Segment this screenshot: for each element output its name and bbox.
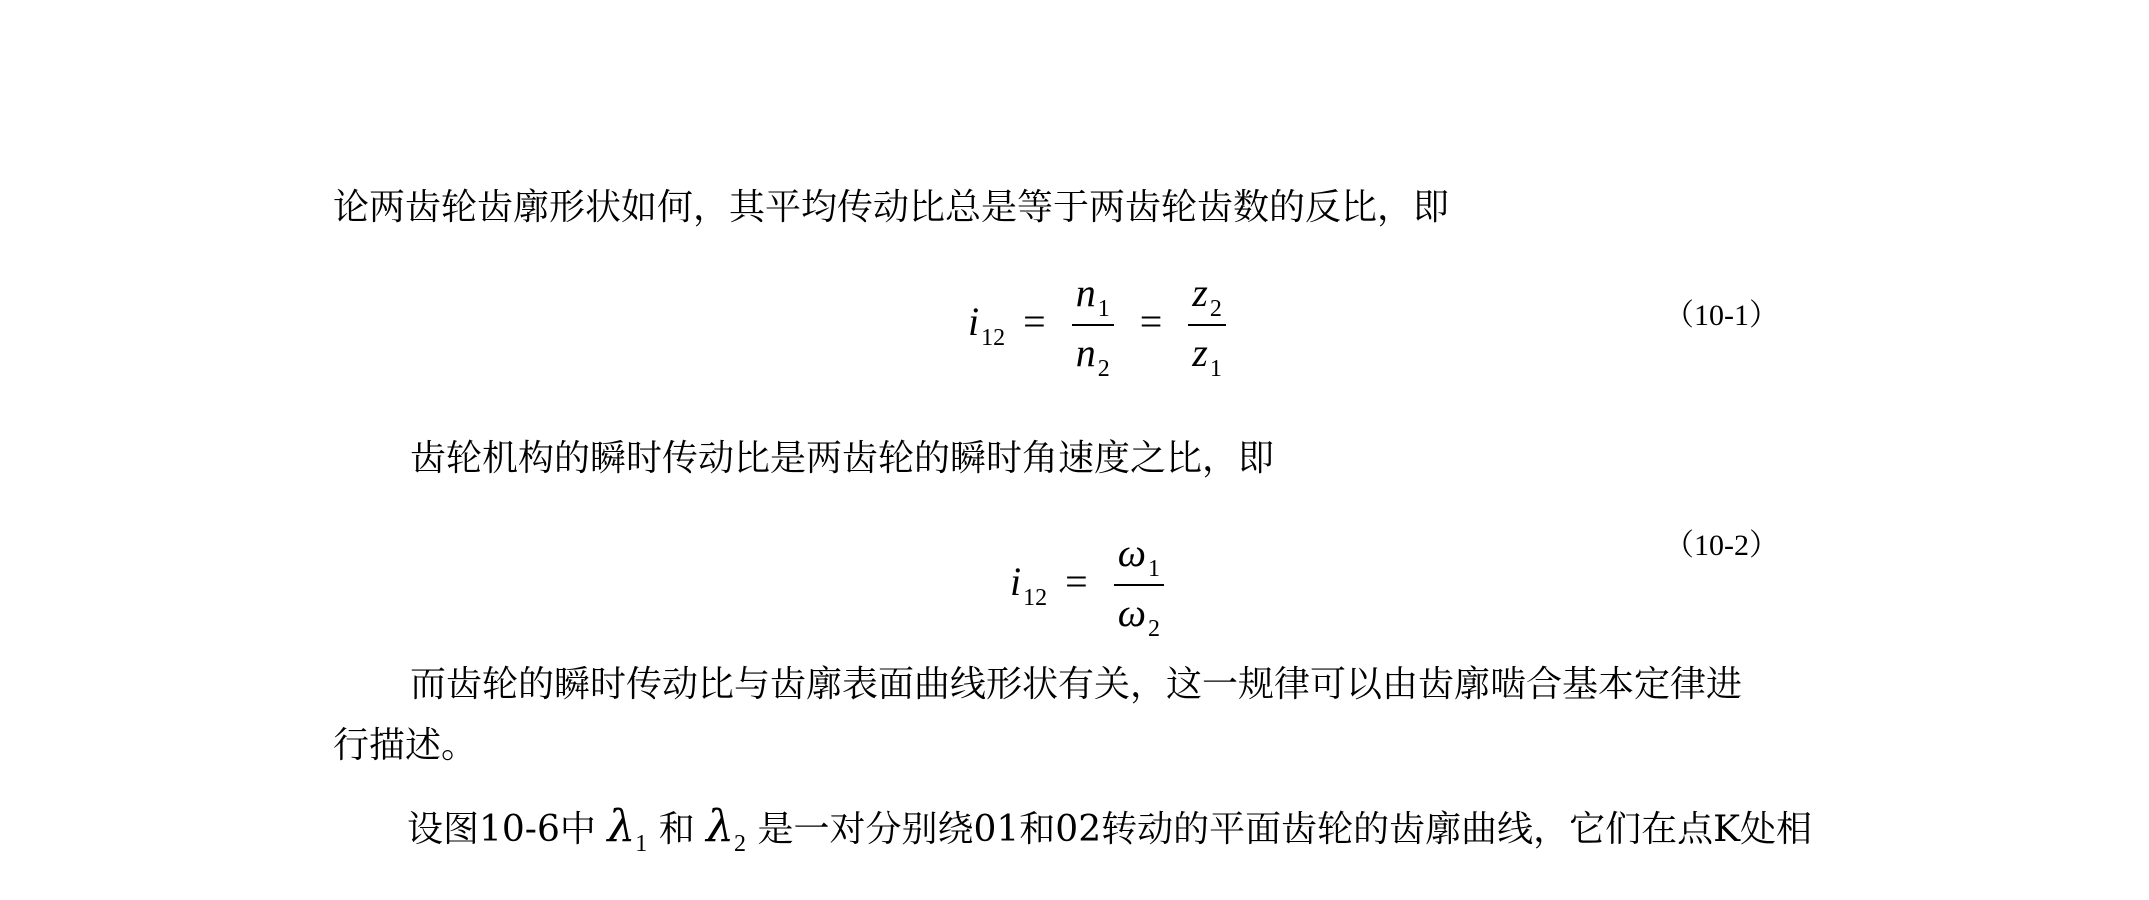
eq1-frac2-num: z <box>1192 270 1208 315</box>
eq1-lhs: i <box>968 299 980 345</box>
lambda-1-sub: 1 <box>635 831 648 857</box>
eq1-equals-1: = <box>1023 299 1046 345</box>
eq1-frac2-den-sub: 1 <box>1209 356 1222 382</box>
eq2-lhs-sub: 12 <box>1023 585 1048 612</box>
paragraph-3-line-1: 而齿轮的瞬时传动比与齿廓表面曲线形状有关，这一规律可以由齿廓啮合基本定律进 <box>410 664 1743 705</box>
eq1-frac2-den: z <box>1192 330 1208 375</box>
eq1-frac1-den-sub: 2 <box>1097 356 1110 382</box>
equation-10-2 <box>1010 530 1172 642</box>
eq2-lhs: i <box>1010 559 1022 605</box>
eq1-frac1-num-sub: 1 <box>1097 296 1110 322</box>
lambda-2-sub: 2 <box>734 831 747 857</box>
eq1-lhs-sub: 12 <box>981 325 1006 352</box>
eq1-equals-2: = <box>1139 299 1163 345</box>
equation-number-10-2: （10-2） <box>1664 529 1779 562</box>
paragraph-1: 论两齿轮齿廓形状如何，其平均传动比总是等于两齿轮齿数的反比，即 <box>333 187 1450 228</box>
lambda-2-symbol: λ <box>706 801 735 852</box>
lambda-1-symbol: λ <box>607 801 636 852</box>
eq1-fraction-z <box>1188 270 1226 382</box>
p4-suffix: 是一对分别绕01和02转动的平面齿轮的齿廓曲线，它们在点K处相 <box>757 809 1813 850</box>
eq2-num-sub: 1 <box>1147 556 1160 582</box>
eq1-frac2-num-sub: 2 <box>1209 296 1222 322</box>
eq2-den: ω <box>1117 590 1146 635</box>
equation-10-1 <box>968 270 1234 382</box>
eq1-frac1-den: n <box>1075 330 1096 375</box>
eq2-num: ω <box>1117 530 1146 575</box>
p4-prefix: 设图10-6中 <box>407 809 596 850</box>
paragraph-3-line-2: 行描述。 <box>333 725 478 766</box>
eq2-fraction-omega <box>1114 530 1164 642</box>
eq1-frac1-num: n <box>1075 270 1096 315</box>
eq1-fraction-n <box>1072 270 1114 382</box>
eq2-den-sub: 2 <box>1147 616 1160 642</box>
equation-number-10-1: （10-1） <box>1664 299 1779 332</box>
eq2-equals: = <box>1065 559 1088 605</box>
p4-and: 和 <box>658 809 695 850</box>
paragraph-4 <box>407 801 1813 857</box>
paragraph-2: 齿轮机构的瞬时传动比是两齿轮的瞬时角速度之比，即 <box>410 438 1275 479</box>
